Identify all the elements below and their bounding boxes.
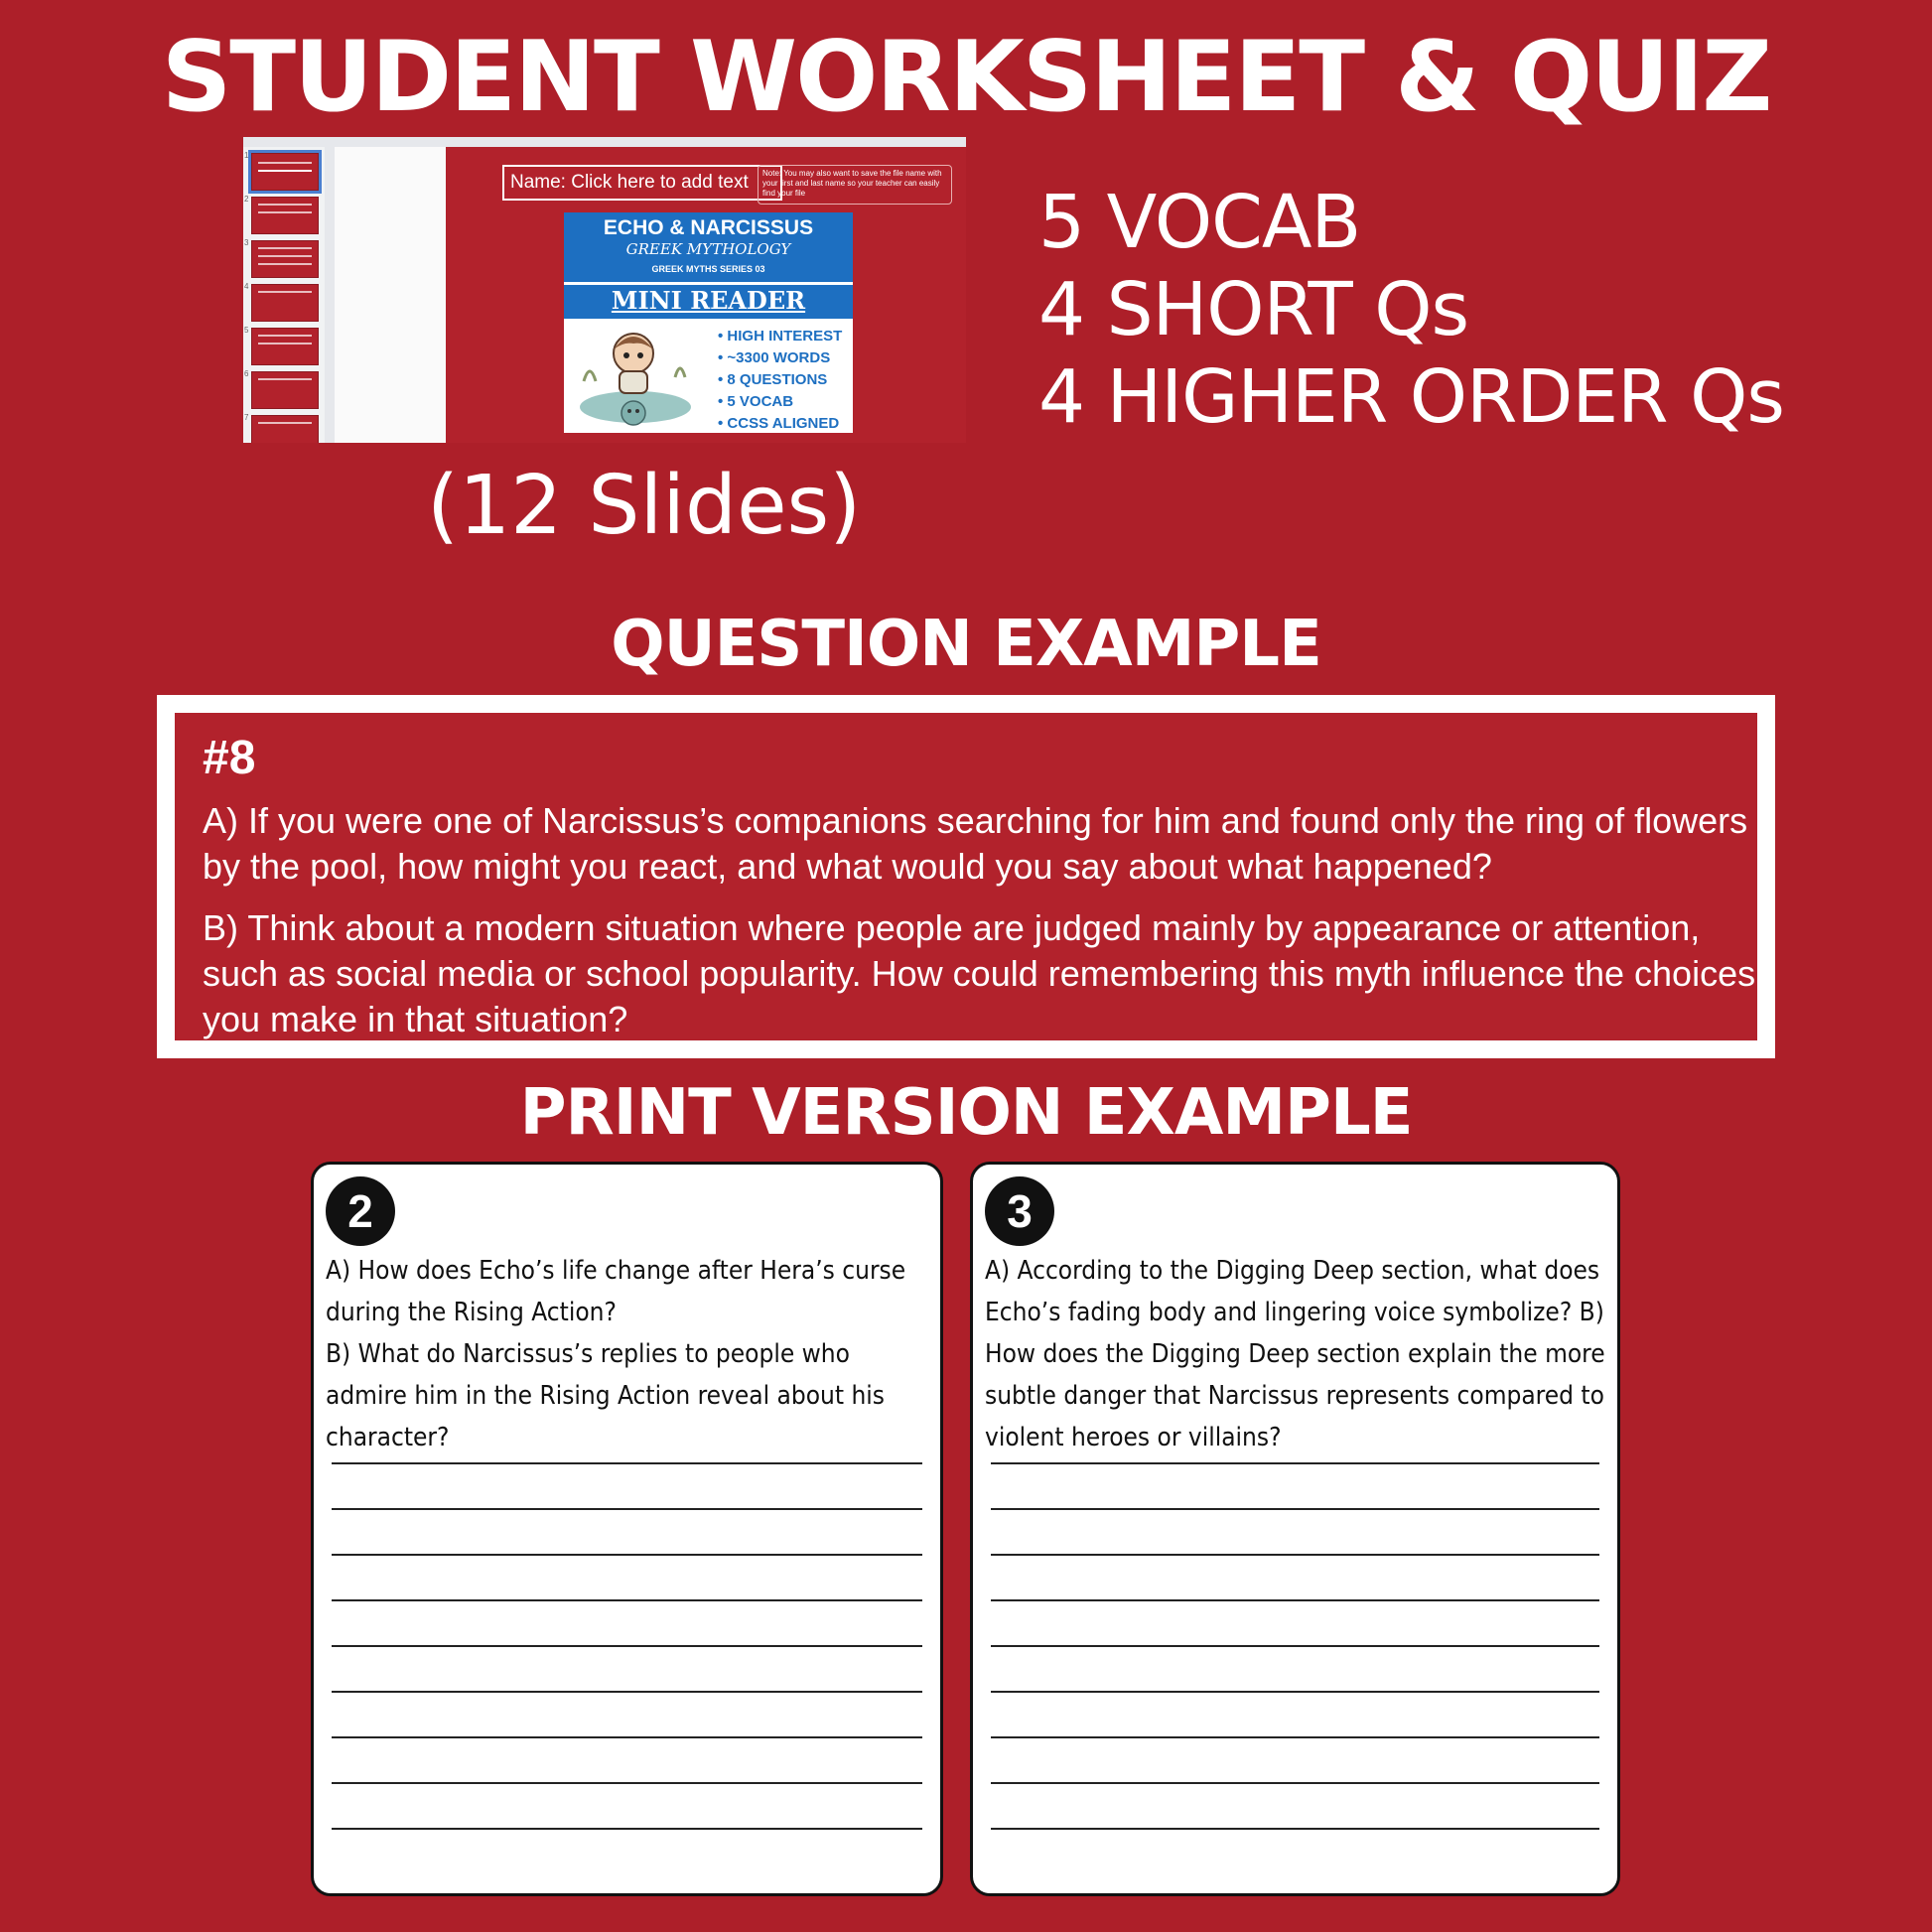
thumb-number: 6 <box>244 369 249 378</box>
narcissus-illustration <box>576 322 695 429</box>
question-example-box <box>157 695 1775 1058</box>
answer-line[interactable] <box>991 1462 1599 1464</box>
book-cover <box>564 212 853 433</box>
question-number-badge: 2 <box>326 1176 395 1246</box>
thumb-number: 4 <box>244 282 249 291</box>
slide-thumbnail[interactable] <box>251 328 319 365</box>
question-part-b: B) Think about a modern situation where people are judged mainly by appearance or attention, such as social media or school popularity. How could remembering this myth influence the choices you make in that situation? <box>203 907 1756 1039</box>
slide-thumbnail-pane[interactable] <box>243 147 326 443</box>
answer-line[interactable] <box>332 1828 922 1830</box>
cover-title: ECHO & NARCISSUS <box>603 216 814 239</box>
cover-feature: • HIGH INTEREST <box>718 326 842 347</box>
print-question-card <box>970 1162 1620 1896</box>
thumb-number: 1 <box>244 151 249 160</box>
answer-line[interactable] <box>332 1554 922 1556</box>
print-question-card <box>311 1162 943 1896</box>
slide-thumbnail[interactable] <box>251 284 319 322</box>
answer-line[interactable] <box>991 1554 1599 1556</box>
slide-thumbnail[interactable] <box>251 240 319 278</box>
slides-count: (12 Slides) <box>427 459 862 553</box>
slide-thumbnail[interactable] <box>251 197 319 234</box>
answer-line[interactable] <box>332 1645 922 1647</box>
cover-feature: • ~3300 WORDS <box>718 347 842 369</box>
answer-line[interactable] <box>991 1691 1599 1693</box>
cover-feature: • 8 QUESTIONS <box>718 369 842 391</box>
question-number-badge: 3 <box>985 1176 1054 1246</box>
answer-line[interactable] <box>991 1599 1599 1601</box>
answer-line[interactable] <box>991 1736 1599 1738</box>
note-box: Note: You may also want to save the file name with your first and last name so your teacher can easily find your file <box>758 165 952 205</box>
slide-thumbnail[interactable] <box>251 153 319 191</box>
thumb-number: 2 <box>244 195 249 204</box>
answer-line[interactable] <box>991 1828 1599 1830</box>
answer-line[interactable] <box>332 1691 922 1693</box>
print-version-heading: PRINT VERSION EXAMPLE <box>519 1076 1413 1150</box>
stat-vocab: 5 VOCAB <box>1038 180 1361 265</box>
answer-line[interactable] <box>332 1782 922 1784</box>
answer-line[interactable] <box>332 1736 922 1738</box>
card-question-a: A) How does Echo’s life change after Hera’s curse during the Rising Action? <box>326 1256 906 1327</box>
cover-feature: • 5 VOCAB <box>718 391 842 413</box>
answer-line[interactable] <box>991 1782 1599 1784</box>
content-stats <box>1038 179 1784 441</box>
question-example-heading: QUESTION EXAMPLE <box>611 608 1321 681</box>
slide-thumbnail[interactable] <box>251 371 319 409</box>
thumb-number: 7 <box>244 413 249 422</box>
card-question-text: A) According to the Digging Deep section, what does Echo’s fading body and lingering voice symbolize? B) How does the Digging Deep section explain the more subtle danger that Narcissus represents compared to violent heroes or villains? <box>985 1256 1605 1452</box>
slide-thumbnail[interactable] <box>251 415 319 443</box>
answer-line[interactable] <box>991 1645 1599 1647</box>
question-number: #8 <box>203 732 256 784</box>
thumb-number: 3 <box>244 238 249 247</box>
slide-editor-preview <box>243 137 966 443</box>
canvas-margin <box>335 147 446 443</box>
answer-line[interactable] <box>332 1462 922 1464</box>
question-part-a: A) If you were one of Narcissus’s companions searching for him and found only the ring of flowers by the pool, how might you react, and what would you say about what happened? <box>203 800 1748 887</box>
answer-line[interactable] <box>332 1599 922 1601</box>
cover-label: MINI READER <box>611 286 806 315</box>
answer-line[interactable] <box>332 1508 922 1510</box>
card-question-b: B) What do Narcissus’s replies to people who admire him in the Rising Action reveal about his character? <box>326 1339 885 1452</box>
stat-short-questions: 4 SHORT Qs <box>1038 267 1469 352</box>
cover-series: GREEK MYTHS SERIES 03 <box>651 264 765 274</box>
cover-feature-list <box>718 326 842 435</box>
thumb-number: 5 <box>244 326 249 335</box>
cover-feature: • CCSS ALIGNED <box>718 413 842 435</box>
cover-subtitle: GREEK MYTHOLOGY <box>625 240 791 258</box>
name-text-field[interactable]: Name: Click here to add text <box>502 165 782 201</box>
stat-higher-order-questions: 4 HIGHER ORDER Qs <box>1038 354 1784 440</box>
page-title: STUDENT WORKSHEET & QUIZ <box>161 21 1771 134</box>
answer-line[interactable] <box>991 1508 1599 1510</box>
